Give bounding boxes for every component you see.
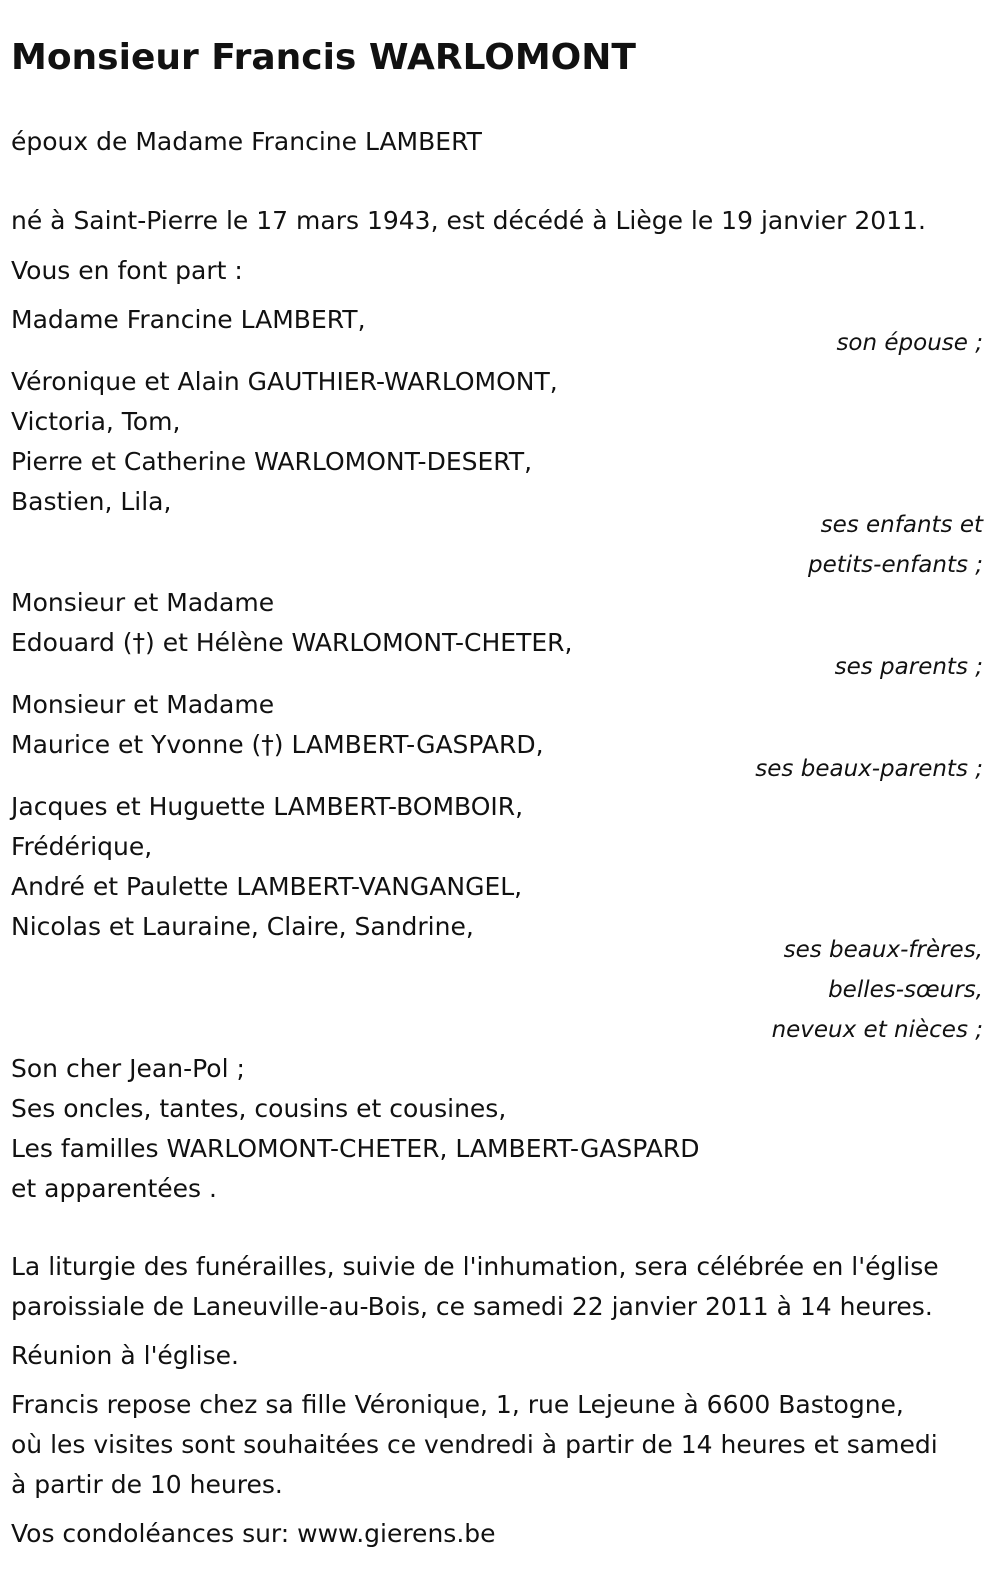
relation-label: neveux et nièces ; (771, 1017, 983, 1043)
page-title: Monsieur Francis WARLOMONT (11, 37, 636, 78)
rest-line: à partir de 10 heures. (11, 1470, 283, 1499)
family-line: Nicolas et Lauraine, Claire, Sandrine, (11, 912, 474, 941)
relation-label: ses beaux-frères, (783, 937, 983, 963)
family-line: Jacques et Huguette LAMBERT-BOMBOIR, (11, 792, 524, 821)
rest-line: où les visites sont souhaitées ce vendredi à partir de 14 heures et samedi (11, 1430, 938, 1459)
relation-label: belles-sœurs, (828, 977, 983, 1003)
meeting-line: Réunion à l'église. (11, 1341, 239, 1370)
others-line: Les familles WARLOMONT-CHETER, LAMBERT-GASPARD (11, 1134, 700, 1163)
rest-line: Francis repose chez sa fille Véronique, 1, rue Lejeune à 6600 Bastogne, (11, 1390, 904, 1419)
relation-label: ses enfants et (820, 512, 983, 538)
birth-death-line: né à Saint-Pierre le 17 mars 1943, est décédé à Liège le 19 janvier 2011. (11, 206, 926, 235)
family-line: Frédérique, (11, 832, 153, 861)
others-line: Son cher Jean-Pol ; (11, 1054, 245, 1083)
family-line: Véronique et Alain GAUTHIER-WARLOMONT, (11, 367, 558, 396)
relation-label: ses parents ; (834, 654, 983, 680)
relation-label: ses beaux-parents ; (755, 756, 983, 782)
family-line: Madame Francine LAMBERT, (11, 305, 366, 334)
others-line: et apparentées . (11, 1174, 217, 1203)
condolences-line: Vos condoléances sur: www.gierens.be (11, 1519, 496, 1548)
others-line: Ses oncles, tantes, cousins et cousines, (11, 1094, 507, 1123)
family-line: Edouard (†) et Hélène WARLOMONT-CHETER, (11, 628, 573, 657)
family-line: André et Paulette LAMBERT-VANGANGEL, (11, 872, 523, 901)
family-line: Monsieur et Madame (11, 588, 275, 617)
family-line: Pierre et Catherine WARLOMONT-DESERT, (11, 447, 533, 476)
family-line: Maurice et Yvonne (†) LAMBERT-GASPARD, (11, 730, 544, 759)
relation-label: son épouse ; (836, 330, 983, 356)
announce-line: Vous en font part : (11, 256, 243, 285)
family-line: Bastien, Lila, (11, 487, 172, 516)
spouse-line: époux de Madame Francine LAMBERT (11, 127, 482, 156)
liturgy-line: La liturgie des funérailles, suivie de l'inhumation, sera célébrée en l'église (11, 1252, 939, 1281)
family-line: Monsieur et Madame (11, 690, 275, 719)
liturgy-line: paroissiale de Laneuville-au-Bois, ce samedi 22 janvier 2011 à 14 heures. (11, 1292, 933, 1321)
relation-label: petits-enfants ; (807, 552, 983, 578)
family-line: Victoria, Tom, (11, 407, 181, 436)
